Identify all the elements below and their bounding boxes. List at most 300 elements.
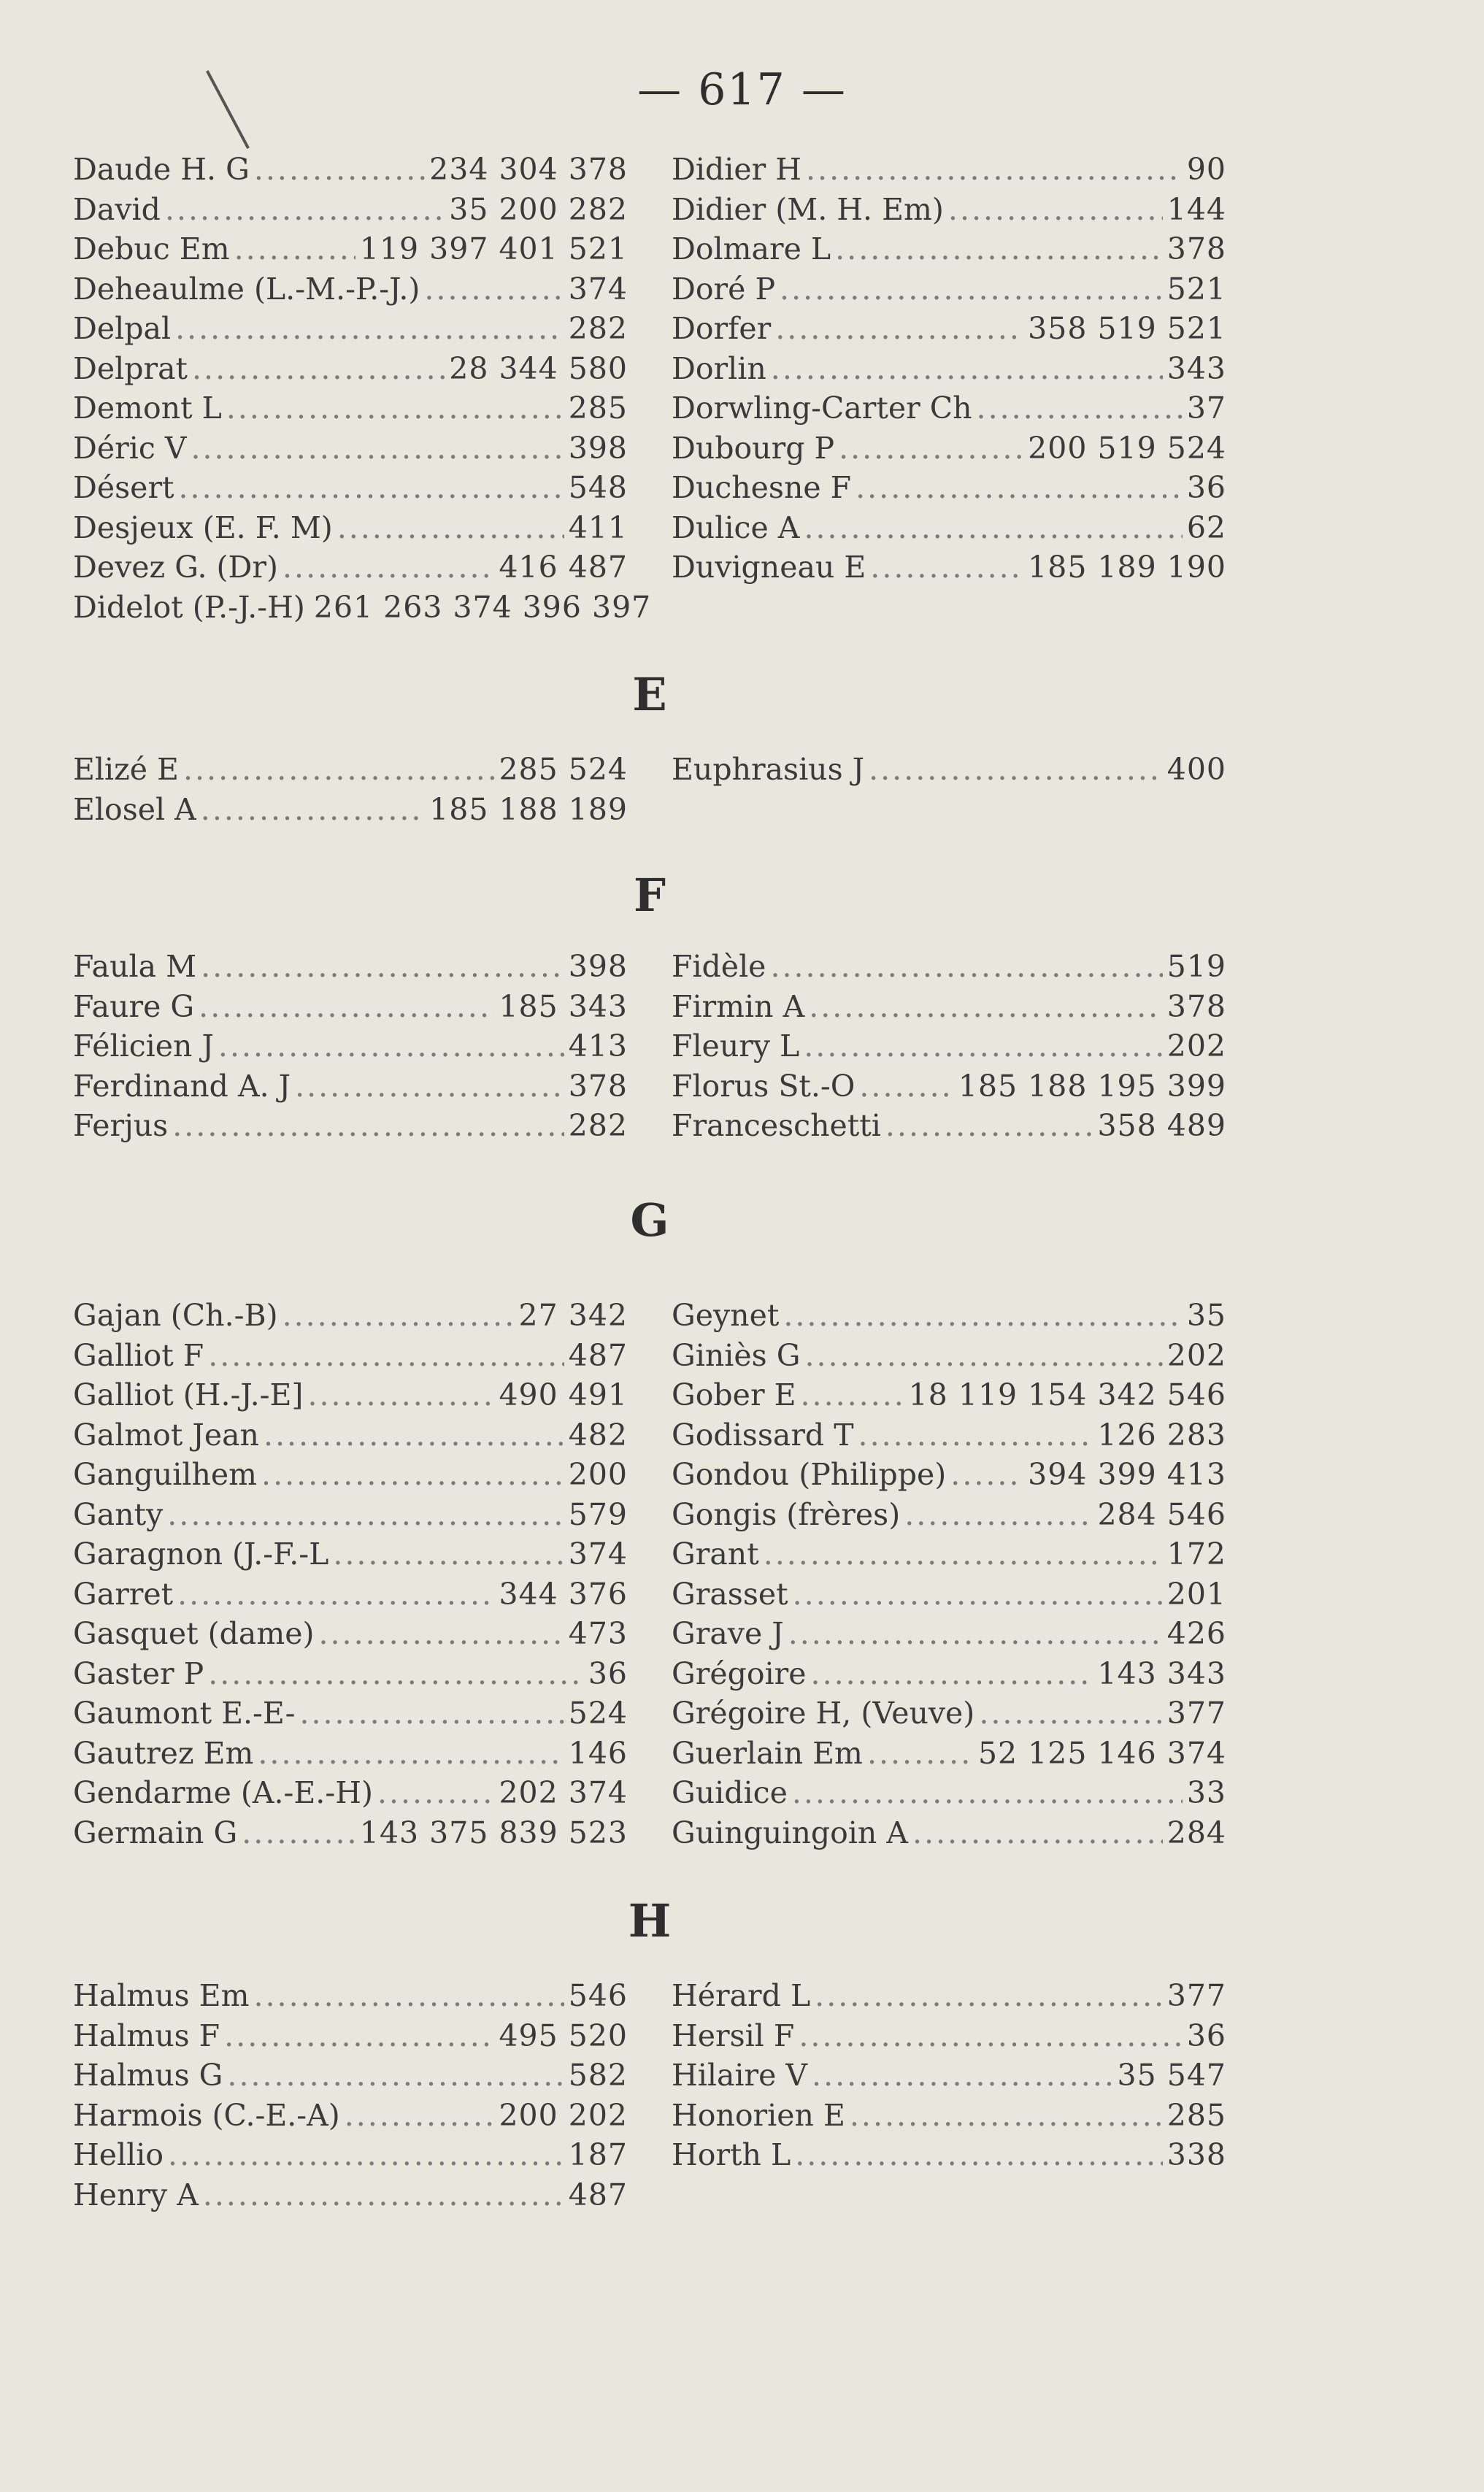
entry-name: Honorien E — [672, 2097, 845, 2133]
leader-dots — [792, 1773, 1183, 1813]
entry-name: Grant — [672, 1537, 759, 1572]
leader-dots — [177, 1574, 494, 1615]
entry-name: Hérard L — [672, 1978, 811, 2013]
index-entry — [672, 1106, 1226, 1146]
index-entry — [672, 150, 1226, 190]
leader-dots — [850, 2096, 1163, 2136]
leader-dots — [282, 547, 494, 588]
entry-pages: 490 491 — [499, 1377, 628, 1412]
index-entry — [73, 1336, 628, 1376]
leader-dots — [183, 750, 494, 790]
entry-pages: 411 — [568, 509, 628, 545]
entry-pages: 338 — [1166, 2137, 1226, 2172]
index-entry — [672, 309, 1226, 349]
index-entry — [672, 1495, 1226, 1535]
leader-dots — [175, 309, 564, 349]
entry-name: Halmus G — [73, 2058, 223, 2093]
leader-dots — [780, 269, 1163, 309]
index-entry — [73, 1534, 628, 1574]
entry-name: Grégoire — [672, 1655, 807, 1691]
leader-dots — [191, 428, 564, 469]
entry-name: Demont L — [73, 391, 222, 426]
entry-name: Gondou (Philippe) — [672, 1457, 947, 1492]
leader-dots — [804, 1026, 1162, 1066]
index-entry — [672, 1375, 1226, 1415]
leader-dots — [764, 1534, 1163, 1574]
index-entry — [73, 547, 628, 588]
index-entry — [73, 229, 628, 269]
entry-name: Halmus Em — [73, 1978, 250, 2013]
entry-pages: 126 283 — [1097, 1417, 1226, 1453]
index-entry — [672, 987, 1226, 1027]
entry-pages: 495 520 — [499, 2018, 628, 2053]
entry-pages: 358 489 — [1097, 1108, 1226, 1143]
entry-name: Fidèle — [672, 949, 766, 984]
leader-dots — [812, 2055, 1112, 2096]
entry-name: Franceschetti — [672, 1108, 881, 1143]
entry-name: Devez G. (Dr) — [73, 550, 279, 585]
index-entry — [73, 1574, 628, 1615]
leader-dots — [783, 1296, 1183, 1336]
leader-dots — [295, 1066, 564, 1107]
leader-dots — [775, 309, 1023, 349]
entry-name: Florus St.-O — [672, 1068, 856, 1104]
entry-name: Déric V — [73, 430, 187, 466]
entry-pages: 377 — [1166, 1696, 1226, 1731]
entry-pages: 28 344 580 — [449, 350, 628, 386]
index-entry — [672, 1813, 1226, 1853]
entry-name: Horth L — [672, 2137, 791, 2172]
entry-pages: 519 — [1166, 949, 1226, 984]
index-entry — [672, 2096, 1226, 2136]
entry-pages: 36 — [1186, 470, 1226, 505]
leader-dots — [192, 349, 445, 389]
column-left — [73, 947, 628, 1146]
entry-pages: 172 — [1166, 1537, 1226, 1572]
entry-name: Ganguilhem — [73, 1457, 258, 1492]
entry-name: Faula M — [73, 949, 197, 984]
index-entry — [73, 790, 628, 830]
column-right — [672, 150, 1226, 588]
entry-name: Gautrez Em — [73, 1735, 254, 1771]
page-number: — 617 — — [637, 64, 847, 115]
index-entry — [73, 349, 628, 389]
entry-name: Elosel A — [73, 791, 196, 827]
entry-name: Duvigneau E — [672, 550, 866, 585]
section-letter: E — [632, 668, 667, 721]
entry-name: Gongis (frères) — [672, 1496, 901, 1532]
index-entry — [73, 1614, 628, 1654]
entry-name: Elizé E — [73, 752, 179, 787]
entry-name: Grasset — [672, 1576, 788, 1612]
leader-dots — [811, 1654, 1093, 1694]
leader-dots — [242, 1813, 355, 1853]
entry-pages: 37 — [1186, 391, 1226, 426]
index-entry — [73, 1693, 628, 1734]
entry-pages: 374 — [568, 1537, 628, 1572]
index-entry — [672, 269, 1226, 309]
leader-dots — [307, 1375, 494, 1415]
entry-pages: 202 — [1166, 1028, 1226, 1064]
index-entry — [672, 1336, 1226, 1376]
entry-name: Euphrasius J — [672, 752, 865, 787]
index-entry — [672, 1455, 1226, 1495]
entry-pages: 185 188 189 — [429, 791, 628, 827]
leader-dots — [345, 2096, 495, 2136]
entry-name: Hersil F — [672, 2018, 795, 2053]
index-entry — [672, 1534, 1226, 1574]
leader-dots — [299, 1693, 564, 1734]
leader-dots — [809, 987, 1163, 1027]
leader-dots — [804, 508, 1182, 548]
entry-pages: 473 — [568, 1616, 628, 1651]
index-entry — [73, 1654, 628, 1694]
index-entry — [73, 1415, 628, 1455]
entry-name: Geynet — [672, 1298, 780, 1333]
entry-pages: 143 375 839 523 — [359, 1815, 628, 1850]
entry-pages: 377 — [1166, 1978, 1226, 2013]
entry-pages: 234 304 378 — [429, 152, 628, 187]
entry-pages: 400 — [1166, 752, 1226, 787]
entry-pages: 374 — [568, 271, 628, 307]
index-entry — [73, 2016, 628, 2056]
index-entry — [73, 1495, 628, 1535]
leader-dots — [870, 547, 1023, 588]
leader-dots — [208, 1654, 584, 1694]
leader-dots — [253, 1976, 564, 2016]
entry-pages: 548 — [568, 470, 628, 505]
leader-dots — [224, 2016, 494, 2056]
index-entry — [73, 750, 628, 790]
leader-dots — [199, 987, 494, 1027]
entry-pages: 35 547 — [1117, 2058, 1226, 2093]
leader-dots — [261, 1455, 564, 1495]
leader-dots — [835, 229, 1163, 269]
index-entry — [672, 468, 1226, 508]
index-entry — [73, 1773, 628, 1813]
leader-dots — [234, 229, 355, 269]
index-entry — [73, 588, 652, 628]
entry-pages: 524 — [568, 1696, 628, 1731]
entry-pages: 35 — [1186, 1298, 1226, 1333]
entry-name: Didelot (P.-J.-H) — [73, 589, 305, 625]
entry-name: Delprat — [73, 350, 188, 386]
index-entry — [73, 468, 628, 508]
leader-dots — [977, 388, 1183, 428]
entry-pages: 378 — [568, 1068, 628, 1104]
entry-name: Hellio — [73, 2137, 164, 2172]
column-right — [672, 1296, 1226, 1853]
index-entry — [73, 1375, 628, 1415]
leader-dots — [858, 1415, 1093, 1455]
leader-dots — [859, 1066, 953, 1107]
entry-pages: 521 — [1166, 271, 1226, 307]
entry-name: Ferjus — [73, 1108, 169, 1143]
entry-pages: 185 343 — [499, 988, 628, 1024]
leader-dots — [770, 947, 1162, 987]
entry-name: Dolmare L — [672, 231, 831, 266]
index-entry — [73, 388, 628, 428]
entry-name: Guidice — [672, 1775, 788, 1810]
entry-name: Doré P — [672, 271, 776, 307]
leader-dots — [377, 1773, 495, 1813]
entry-name: Dulice A — [672, 509, 800, 545]
leader-dots — [815, 1976, 1163, 2016]
entry-pages: 285 524 — [499, 752, 628, 787]
entry-name: Didier (M. H. Em) — [672, 191, 944, 227]
leader-dots — [172, 1106, 564, 1146]
leader-dots — [424, 269, 564, 309]
leader-dots — [333, 1534, 564, 1574]
entry-pages: 202 374 — [499, 1775, 628, 1810]
entry-name: Guinguingoin A — [672, 1815, 908, 1850]
leader-dots — [208, 1336, 564, 1376]
index-entry — [672, 1415, 1226, 1455]
column-right — [672, 1976, 1226, 2175]
column-left — [73, 1976, 628, 2215]
index-entry — [672, 388, 1226, 428]
entry-pages: 284 546 — [1097, 1496, 1226, 1532]
leader-dots — [179, 468, 564, 508]
entry-name: David — [73, 191, 161, 227]
column-right — [672, 750, 1226, 790]
entry-name: Desjeux (E. F. M) — [73, 509, 333, 545]
leader-dots — [226, 388, 564, 428]
entry-pages: 143 343 — [1097, 1655, 1226, 1691]
index-entry — [672, 1066, 1226, 1107]
entry-name: Halmus F — [73, 2018, 220, 2053]
leader-dots — [804, 1336, 1162, 1376]
entry-pages: 282 — [568, 311, 628, 346]
entry-pages: 378 — [1166, 231, 1226, 266]
entry-pages: 185 188 195 399 — [958, 1068, 1226, 1104]
leader-dots — [168, 2135, 564, 2175]
entry-name: Dorlin — [672, 350, 766, 386]
entry-pages: 487 — [568, 1337, 628, 1373]
entry-name: Hilaire V — [672, 2058, 808, 2093]
entry-pages: 36 — [588, 1655, 628, 1691]
index-entry — [672, 428, 1226, 469]
entry-name: Duchesne F — [672, 470, 852, 505]
index-entry — [73, 1455, 628, 1495]
leader-dots — [258, 1734, 564, 1774]
entry-name: Henry A — [73, 2177, 199, 2212]
leader-dots — [856, 468, 1183, 508]
entry-pages: 344 376 — [499, 1576, 628, 1612]
entry-pages: 18 119 154 342 546 — [908, 1377, 1226, 1412]
entry-pages: 27 342 — [518, 1298, 628, 1333]
leader-dots — [203, 2175, 564, 2215]
entry-pages: 200 519 524 — [1028, 430, 1226, 466]
index-entry — [672, 1574, 1226, 1615]
entry-pages: 119 397 401 521 — [359, 231, 628, 266]
leader-dots — [264, 1415, 564, 1455]
entry-name: Daude H. G — [73, 152, 250, 187]
leader-dots — [948, 190, 1163, 230]
index-entry — [672, 2135, 1226, 2175]
entry-pages: 185 189 190 — [1028, 550, 1226, 585]
index-entry — [672, 1614, 1226, 1654]
leader-dots — [771, 349, 1163, 389]
leader-dots — [885, 1106, 1093, 1146]
leader-dots — [912, 1813, 1163, 1853]
index-entry — [73, 508, 628, 548]
entry-name: Galliot (H.-J.-E] — [73, 1377, 304, 1412]
entry-name: Firmin A — [672, 988, 805, 1024]
entry-name: Galmot Jean — [73, 1417, 259, 1453]
index-entry — [672, 349, 1226, 389]
index-entry — [672, 1976, 1226, 2016]
entry-name: Harmois (C.-E.-A) — [73, 2097, 340, 2133]
index-entry — [73, 1976, 628, 2016]
leader-dots — [167, 1495, 564, 1535]
entry-pages: 33 — [1186, 1775, 1226, 1810]
entry-pages: 284 — [1166, 1815, 1226, 1850]
entry-name: Galliot F — [73, 1337, 204, 1373]
leader-dots — [218, 1026, 564, 1066]
entry-name: Gaumont E.-E- — [73, 1696, 296, 1731]
leader-dots — [282, 1296, 515, 1336]
index-entry — [672, 508, 1226, 548]
index-entry — [73, 309, 628, 349]
index-entry — [73, 1296, 628, 1336]
leader-dots — [201, 790, 425, 830]
leader-dots — [318, 1614, 564, 1654]
section-letter: F — [633, 869, 666, 922]
entry-name: Félicien J — [73, 1028, 214, 1064]
entry-pages: 378 — [1166, 988, 1226, 1024]
column-left — [73, 1296, 628, 1853]
entry-name: Ganty — [73, 1496, 164, 1532]
leader-dots — [950, 1455, 1023, 1495]
leader-dots — [165, 190, 445, 230]
entry-name: Dubourg P — [672, 430, 835, 466]
entry-pages: 201 — [1166, 1576, 1226, 1612]
entry-pages: 398 — [568, 949, 628, 984]
entry-name: Didier H — [672, 152, 801, 187]
index-entry — [73, 1813, 628, 1853]
entry-pages: 187 — [568, 2137, 628, 2172]
entry-name: Dorfer — [672, 311, 772, 346]
entry-pages: 282 — [568, 1108, 628, 1143]
leader-dots — [799, 2016, 1182, 2056]
index-entry — [672, 1654, 1226, 1694]
entry-pages: 52 125 146 374 — [977, 1735, 1226, 1771]
entry-name: Germain G — [73, 1815, 238, 1850]
entry-pages: 200 202 — [499, 2097, 628, 2133]
leader-dots — [201, 947, 564, 987]
index-entry — [73, 190, 628, 230]
entry-pages: 62 — [1186, 509, 1226, 545]
entry-name: Garagnon (J.-F.-L — [73, 1537, 329, 1572]
entry-name: Guerlain Em — [672, 1735, 863, 1771]
entry-name: Gendarme (A.-E.-H) — [73, 1775, 373, 1810]
entry-name: Faure G — [73, 988, 195, 1024]
entry-name: Gasquet (dame) — [73, 1616, 315, 1651]
leader-dots — [795, 2135, 1163, 2175]
entry-pages: 202 — [1166, 1337, 1226, 1373]
index-entry — [672, 1026, 1226, 1066]
index-entry — [672, 947, 1226, 987]
section-letter: H — [628, 1894, 672, 1947]
entry-pages: 261 263 374 396 397 — [313, 589, 652, 625]
leader-dots — [979, 1693, 1162, 1734]
entry-pages: 487 — [568, 2177, 628, 2212]
entry-name: Ferdinand A. J — [73, 1068, 291, 1104]
entry-pages: 582 — [568, 2058, 628, 2093]
index-entry — [73, 2055, 628, 2096]
index-entry — [73, 987, 628, 1027]
index-entry — [73, 269, 628, 309]
leader-dots — [227, 2055, 564, 2096]
leader-dots — [254, 150, 425, 190]
entry-pages: 413 — [568, 1028, 628, 1064]
leader-dots — [337, 508, 564, 548]
entry-name: Gajan (Ch.-B) — [73, 1298, 278, 1333]
entry-name: Delpal — [73, 311, 172, 346]
entry-pages: 358 519 521 — [1028, 311, 1226, 346]
column-left — [73, 750, 628, 829]
entry-pages: 343 — [1166, 350, 1226, 386]
leader-dots — [869, 750, 1163, 790]
leader-dots — [788, 1614, 1163, 1654]
entry-name: Grave J — [672, 1616, 784, 1651]
entry-name: Grégoire H, (Veuve) — [672, 1696, 975, 1731]
index-entry — [672, 2055, 1226, 2096]
section-letter: G — [630, 1193, 669, 1247]
entry-name: Garret — [73, 1576, 174, 1612]
leader-dots — [867, 1734, 974, 1774]
entry-pages: 90 — [1186, 152, 1226, 187]
index-entry — [672, 1734, 1226, 1774]
entry-pages: 146 — [568, 1735, 628, 1771]
entry-name: Gober E — [672, 1377, 796, 1412]
entry-pages: 546 — [568, 1978, 628, 2013]
index-entry — [672, 750, 1226, 790]
index-entry — [73, 1066, 628, 1107]
index-entry — [672, 190, 1226, 230]
index-entry — [672, 1773, 1226, 1813]
entry-pages: 416 487 — [499, 550, 628, 585]
index-entry — [73, 150, 628, 190]
entry-pages: 200 — [568, 1457, 628, 1492]
index-entry — [672, 1296, 1226, 1336]
entry-pages: 285 — [1166, 2097, 1226, 2133]
entry-pages: 36 — [1186, 2018, 1226, 2053]
entry-pages: 482 — [568, 1417, 628, 1453]
index-entry — [73, 2135, 628, 2175]
entry-name: Giniès G — [672, 1337, 801, 1373]
index-entry — [73, 2096, 628, 2136]
leader-dots — [793, 1574, 1163, 1615]
entry-name: Dorwling-Carter Ch — [672, 391, 972, 426]
leader-dots — [806, 150, 1183, 190]
entry-pages: 398 — [568, 430, 628, 466]
index-entry — [672, 229, 1226, 269]
entry-pages: 144 — [1166, 191, 1226, 227]
index-entry — [73, 1734, 628, 1774]
index-entry — [73, 947, 628, 987]
entry-name: Désert — [73, 470, 174, 505]
entry-name: Gaster P — [73, 1655, 204, 1691]
entry-pages: 579 — [568, 1496, 628, 1532]
leader-dots — [904, 1495, 1093, 1535]
leader-dots — [801, 1375, 904, 1415]
column-left — [73, 150, 652, 627]
entry-pages: 285 — [568, 391, 628, 426]
index-entry — [672, 1693, 1226, 1734]
index-entry — [73, 1106, 628, 1146]
